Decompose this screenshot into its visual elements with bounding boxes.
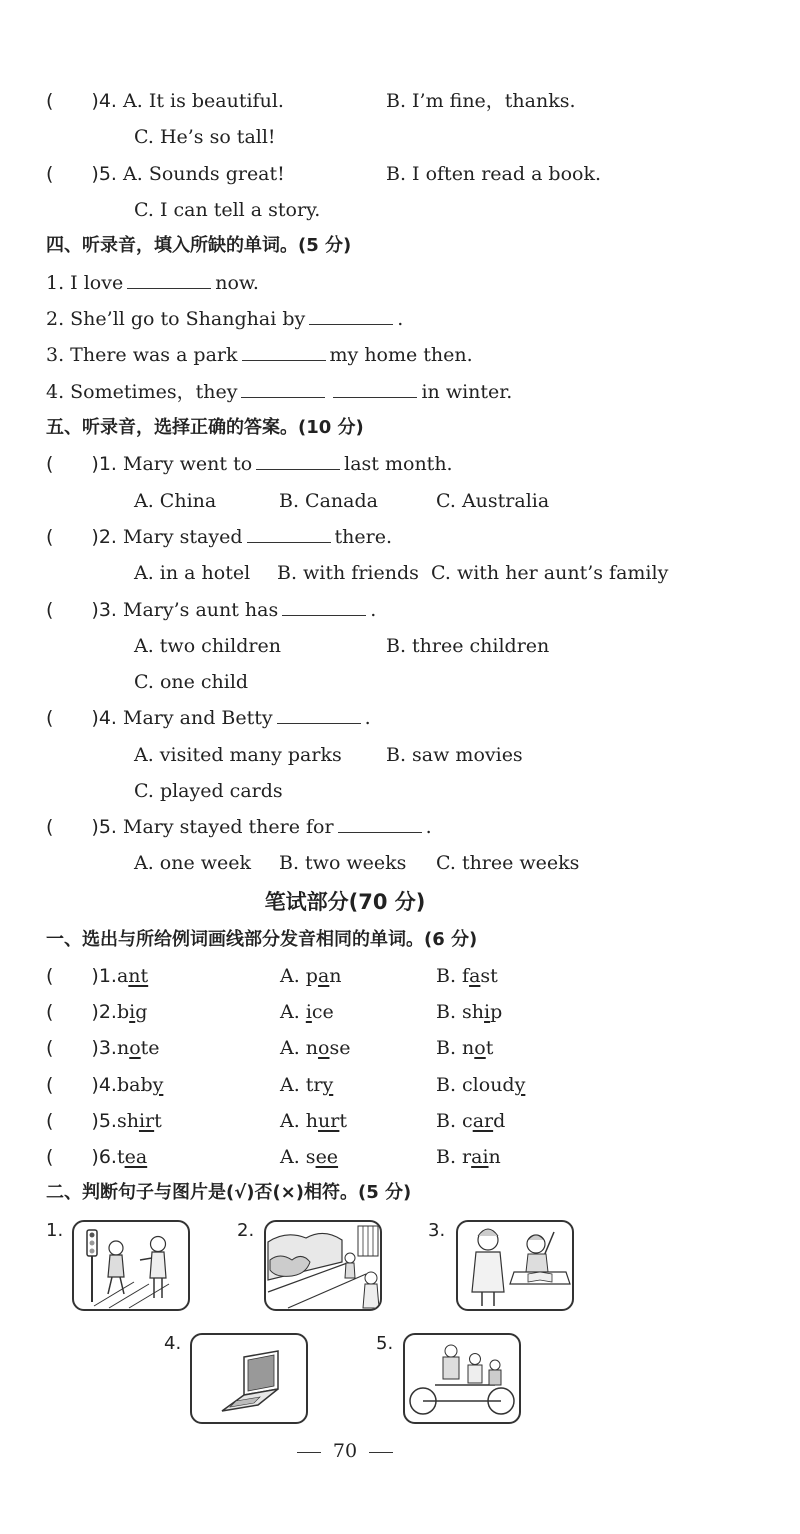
option-b: B. ship — [436, 1001, 503, 1023]
option-a: A. Sounds great! — [123, 163, 285, 185]
picture-family-bike — [403, 1333, 521, 1424]
option-c: C. with her aunt’s family — [431, 562, 669, 584]
picture-computer — [190, 1333, 308, 1424]
option-a: A. It is beautiful. — [123, 90, 284, 112]
picture-number: 4. — [164, 1333, 182, 1354]
question-text: Mary stayed — [123, 526, 243, 548]
phonics-row — [46, 999, 147, 1025]
question-text: there. — [334, 526, 392, 548]
answer-bracket[interactable]: ( )4. — [46, 707, 117, 729]
question-text: . — [425, 816, 432, 838]
option-b: B. rain — [436, 1146, 501, 1168]
phonics-row — [46, 1035, 160, 1061]
option-c: C. three weeks — [436, 852, 580, 874]
example-word: note — [116, 1037, 160, 1059]
section-heading: 二、判断句子与图片是(√)否(×)相符。(5 分) — [46, 1182, 412, 1203]
item-text: 2. She’ll go to Shanghai by — [46, 308, 306, 330]
answer-bracket[interactable]: ( )5. — [46, 163, 117, 185]
answer-bracket[interactable]: ( )5. — [46, 816, 117, 838]
picture-traffic-light — [72, 1220, 190, 1311]
classroom-scene-illustration — [458, 1222, 572, 1309]
fill-item — [46, 270, 259, 296]
page-footer — [0, 1440, 690, 1462]
option-b: B. fast — [436, 965, 498, 987]
item-text: 1. I love — [46, 272, 124, 294]
phonics-row — [46, 1144, 147, 1170]
mc-question — [46, 705, 371, 731]
mc-question — [46, 597, 376, 623]
answer-bracket[interactable]: ( )2. — [46, 1001, 117, 1023]
traffic-scene-illustration — [74, 1222, 188, 1309]
mc-question — [46, 451, 453, 477]
picture-number: 1. — [46, 1220, 64, 1241]
footer-dash — [369, 1452, 393, 1453]
mc-question — [46, 814, 432, 840]
option-b: B. card — [436, 1110, 506, 1132]
question-text: last month. — [344, 453, 453, 475]
question-text: Mary and Betty — [123, 707, 273, 729]
section-heading: 五、听录音，选择正确的答案。(10 分) — [46, 417, 364, 438]
picture-number: 2. — [237, 1220, 255, 1241]
part-title: 笔试部分(70 分) — [264, 890, 426, 914]
option-b: B. cloudy — [436, 1074, 526, 1096]
option-a: A. in a hotel — [134, 562, 251, 584]
option-a: A. pan — [280, 965, 342, 987]
option-b: B. with friends — [277, 562, 419, 584]
answer-bracket[interactable]: ( )6. — [46, 1146, 117, 1168]
picture-number: 3. — [428, 1220, 446, 1241]
option-a: A. hurt — [280, 1110, 348, 1132]
option-a: A. see — [280, 1146, 339, 1168]
answer-blank[interactable] — [127, 270, 211, 289]
answer-blank — [282, 597, 366, 616]
question-text: . — [370, 599, 377, 621]
answer-blank — [277, 705, 361, 724]
phonics-row — [46, 1072, 163, 1098]
answer-blank — [247, 524, 331, 543]
example-word: ant — [116, 965, 149, 987]
laptop-icon — [192, 1335, 306, 1422]
option-b: B. I often read a book. — [386, 163, 602, 185]
fill-item — [46, 306, 403, 332]
option-c: C. one child — [134, 671, 249, 693]
picture-park — [264, 1220, 382, 1311]
answer-bracket[interactable]: ( )4. — [46, 90, 117, 112]
item-text: in winter. — [421, 381, 513, 403]
answer-blank[interactable] — [241, 379, 325, 398]
fill-item — [46, 379, 512, 405]
phonics-row — [46, 1108, 162, 1134]
picture-classroom — [456, 1220, 574, 1311]
question-text: Mary went to — [123, 453, 253, 475]
phonics-row — [46, 963, 148, 989]
option-a: A. nose — [280, 1037, 351, 1059]
option-a: A. China — [134, 490, 217, 512]
option-a: A. ice — [280, 1001, 334, 1023]
answer-bracket[interactable]: ( )1. — [46, 453, 117, 475]
answer-bracket[interactable]: ( )3. — [46, 599, 117, 621]
q4-row — [46, 88, 284, 114]
option-a: A. try — [280, 1074, 334, 1096]
page-number: 70 — [332, 1440, 358, 1462]
section-heading: 一、选出与所给例词画线部分发音相同的单词。(6 分) — [46, 929, 478, 950]
option-b: B. not — [436, 1037, 494, 1059]
mc-question — [46, 524, 392, 550]
answer-bracket[interactable]: ( )1. — [46, 965, 117, 987]
answer-blank[interactable] — [309, 306, 393, 325]
option-c: C. Australia — [436, 490, 550, 512]
option-a: A. one week — [134, 852, 252, 874]
example-word: tea — [116, 1146, 148, 1168]
picture-number: 5. — [376, 1333, 394, 1354]
option-b: B. Canada — [279, 490, 378, 512]
answer-bracket[interactable]: ( )3. — [46, 1037, 117, 1059]
option-c: C. played cards — [134, 780, 283, 802]
option-c: C. I can tell a story. — [134, 199, 321, 221]
q5-row — [46, 161, 285, 187]
answer-bracket[interactable]: ( )2. — [46, 526, 117, 548]
item-text: . — [397, 308, 404, 330]
park-scene-illustration — [266, 1222, 380, 1309]
option-b: B. two weeks — [279, 852, 407, 874]
example-word: baby — [116, 1074, 164, 1096]
example-word: shirt — [116, 1110, 162, 1132]
item-text: my home then. — [329, 344, 473, 366]
question-text: . — [364, 707, 371, 729]
question-text: Mary’s aunt has — [123, 599, 279, 621]
option-c: C. He’s so tall! — [134, 126, 276, 148]
fill-item — [46, 342, 473, 368]
option-b: B. three children — [386, 635, 550, 657]
question-text: Mary stayed there for — [123, 816, 334, 838]
section-heading: 四、听录音，填入所缺的单词。(5 分) — [46, 235, 352, 256]
example-word: big — [116, 1001, 148, 1023]
answer-blank — [256, 451, 340, 470]
answer-blank — [338, 814, 422, 833]
item-text: 3. There was a park — [46, 344, 238, 366]
option-b: B. I’m fine，thanks. — [386, 90, 576, 112]
answer-bracket[interactable]: ( )5. — [46, 1110, 117, 1132]
answer-blank[interactable] — [333, 379, 417, 398]
footer-dash — [297, 1452, 321, 1453]
answer-bracket[interactable]: ( )4. — [46, 1074, 117, 1096]
option-a: A. visited many parks — [134, 744, 342, 766]
answer-blank[interactable] — [242, 342, 326, 361]
option-b: B. saw movies — [386, 744, 523, 766]
item-text: now. — [215, 272, 259, 294]
bicycle-icon — [405, 1335, 519, 1422]
option-a: A. two children — [134, 635, 281, 657]
item-text: 4. Sometimes，they — [46, 381, 238, 403]
